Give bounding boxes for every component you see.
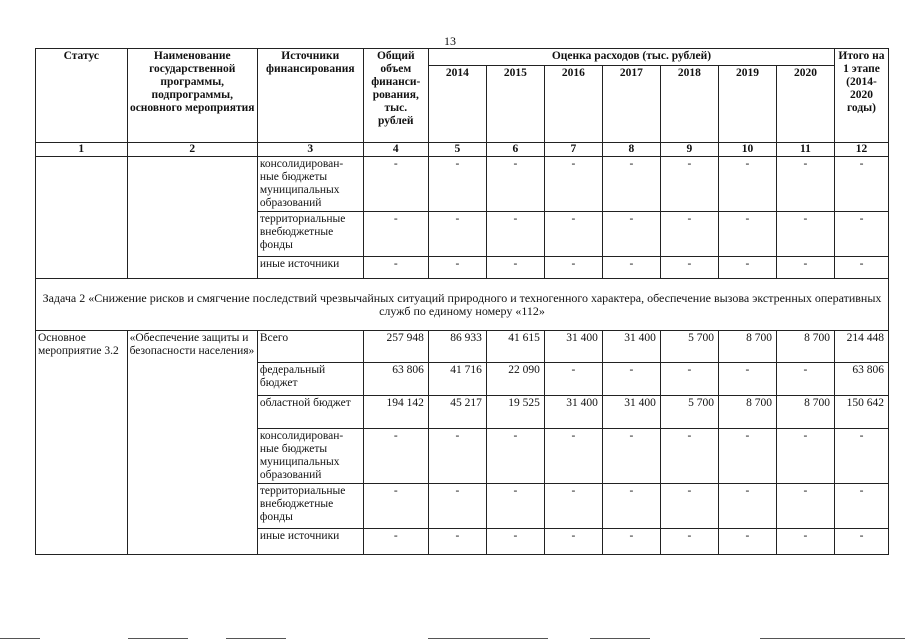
year-header: 2020 bbox=[776, 66, 834, 143]
col-sources-header: Источники финансирования bbox=[257, 49, 363, 143]
value-cell: 86 933 bbox=[428, 331, 486, 363]
value-cell: 41 615 bbox=[486, 331, 544, 363]
measure-name-cell: «Обеспечение защиты и безопасности населения» bbox=[127, 331, 257, 555]
value-cell: - bbox=[602, 212, 660, 257]
column-number: 5 bbox=[428, 143, 486, 157]
value-cell: 8 700 bbox=[718, 331, 776, 363]
value-cell: - bbox=[602, 429, 660, 484]
value-cell: - bbox=[602, 157, 660, 212]
column-number: 4 bbox=[363, 143, 428, 157]
value-cell: 5 700 bbox=[660, 396, 718, 429]
value-cell: 194 142 bbox=[363, 396, 428, 429]
column-number: 11 bbox=[776, 143, 834, 157]
value-cell: - bbox=[363, 157, 428, 212]
value-cell: - bbox=[718, 257, 776, 279]
value-cell: - bbox=[544, 157, 602, 212]
value-cell: - bbox=[602, 484, 660, 529]
column-number: 12 bbox=[835, 143, 889, 157]
value-cell: - bbox=[660, 484, 718, 529]
value-cell: - bbox=[835, 529, 889, 555]
value-cell: - bbox=[486, 212, 544, 257]
value-cell: - bbox=[428, 157, 486, 212]
value-cell: - bbox=[428, 212, 486, 257]
column-number: 2 bbox=[127, 143, 257, 157]
value-cell: - bbox=[544, 363, 602, 396]
value-cell: 31 400 bbox=[602, 396, 660, 429]
value-cell: 257 948 bbox=[363, 331, 428, 363]
value-cell: 19 525 bbox=[486, 396, 544, 429]
value-cell: - bbox=[428, 429, 486, 484]
value-cell: - bbox=[428, 257, 486, 279]
program-name-cell bbox=[127, 157, 257, 279]
value-cell: - bbox=[718, 212, 776, 257]
year-header: 2016 bbox=[544, 66, 602, 143]
column-number: 3 bbox=[257, 143, 363, 157]
year-header: 2019 bbox=[718, 66, 776, 143]
value-cell: - bbox=[660, 257, 718, 279]
value-cell: - bbox=[602, 363, 660, 396]
column-number: 10 bbox=[718, 143, 776, 157]
value-cell: - bbox=[718, 429, 776, 484]
column-number: 9 bbox=[660, 143, 718, 157]
value-cell: - bbox=[544, 257, 602, 279]
value-cell: - bbox=[363, 484, 428, 529]
value-cell: - bbox=[363, 529, 428, 555]
value-cell: - bbox=[363, 257, 428, 279]
budget-table bbox=[35, 48, 889, 555]
value-cell: - bbox=[660, 212, 718, 257]
header-row bbox=[36, 49, 889, 66]
value-cell: 22 090 bbox=[486, 363, 544, 396]
value-cell: - bbox=[602, 257, 660, 279]
status-cell bbox=[36, 157, 128, 279]
value-cell: - bbox=[544, 529, 602, 555]
source-cell: консолидирован- ные бюджеты муниципальных образований bbox=[257, 429, 363, 484]
value-cell: - bbox=[486, 157, 544, 212]
source-cell: областной бюджет bbox=[257, 396, 363, 429]
column-number: 1 bbox=[36, 143, 128, 157]
value-cell: - bbox=[486, 429, 544, 484]
value-cell: - bbox=[718, 484, 776, 529]
value-cell: - bbox=[835, 257, 889, 279]
value-cell: - bbox=[718, 363, 776, 396]
year-header: 2015 bbox=[486, 66, 544, 143]
value-cell: 63 806 bbox=[835, 363, 889, 396]
measure-status-cell: Основное мероприятие 3.2 bbox=[36, 331, 128, 555]
col-estimate-header: Оценка расходов (тыс. рублей) bbox=[428, 49, 834, 66]
value-cell: 214 448 bbox=[835, 331, 889, 363]
prev-table-row bbox=[36, 157, 889, 212]
value-cell: 5 700 bbox=[660, 331, 718, 363]
value-cell: - bbox=[835, 157, 889, 212]
column-number-row bbox=[36, 143, 889, 157]
value-cell: 8 700 bbox=[718, 396, 776, 429]
value-cell: - bbox=[363, 429, 428, 484]
value-cell: - bbox=[718, 529, 776, 555]
task-row bbox=[36, 279, 889, 331]
col-total-header: Общий объем финанси- рования, тыс. рублей bbox=[363, 49, 428, 143]
value-cell: 63 806 bbox=[363, 363, 428, 396]
value-cell: - bbox=[835, 484, 889, 529]
col-program-name-header: Наименование государственной программы, подпрограммы, основного мероприятия bbox=[127, 49, 257, 143]
value-cell: 41 716 bbox=[428, 363, 486, 396]
value-cell: - bbox=[835, 429, 889, 484]
col-stage-total-header: Итого на 1 этапе (2014- 2020 годы) bbox=[835, 49, 889, 143]
value-cell: - bbox=[486, 529, 544, 555]
value-cell: - bbox=[776, 429, 834, 484]
page-number: 13 bbox=[444, 34, 456, 48]
task-title: Задача 2 «Снижение рисков и смягчение последствий чрезвычайных ситуаций природного и техногенного характера, обеспечение вызова экстренных оперативных служб по единому номеру «112» bbox=[36, 279, 889, 331]
year-header: 2017 bbox=[602, 66, 660, 143]
value-cell: - bbox=[660, 529, 718, 555]
value-cell: - bbox=[602, 529, 660, 555]
value-cell: - bbox=[544, 212, 602, 257]
value-cell: - bbox=[776, 257, 834, 279]
value-cell: - bbox=[776, 212, 834, 257]
value-cell: - bbox=[835, 212, 889, 257]
column-number: 7 bbox=[544, 143, 602, 157]
value-cell: 31 400 bbox=[544, 396, 602, 429]
value-cell: - bbox=[363, 212, 428, 257]
value-cell: - bbox=[776, 484, 834, 529]
source-cell: территориальные внебюджетные фонды bbox=[257, 484, 363, 529]
value-cell: - bbox=[660, 429, 718, 484]
value-cell: - bbox=[776, 157, 834, 212]
source-cell: консолидирован- ные бюджеты муниципальных образований bbox=[257, 157, 363, 212]
source-cell: иные источники bbox=[257, 257, 363, 279]
value-cell: - bbox=[428, 484, 486, 529]
value-cell: 31 400 bbox=[544, 331, 602, 363]
value-cell: 8 700 bbox=[776, 331, 834, 363]
value-cell: - bbox=[486, 257, 544, 279]
value-cell: - bbox=[660, 157, 718, 212]
value-cell: - bbox=[544, 429, 602, 484]
value-cell: 31 400 bbox=[602, 331, 660, 363]
source-cell: территориальные внебюджетные фонды bbox=[257, 212, 363, 257]
value-cell: - bbox=[776, 529, 834, 555]
col-status-header: Статус bbox=[36, 49, 128, 143]
year-header: 2014 bbox=[428, 66, 486, 143]
column-number: 6 bbox=[486, 143, 544, 157]
source-cell: иные источники bbox=[257, 529, 363, 555]
source-cell: Всего bbox=[257, 331, 363, 363]
value-cell: - bbox=[428, 529, 486, 555]
source-cell: федеральный бюджет bbox=[257, 363, 363, 396]
value-cell: 8 700 bbox=[776, 396, 834, 429]
value-cell: - bbox=[718, 157, 776, 212]
value-cell: - bbox=[660, 363, 718, 396]
value-cell: - bbox=[776, 363, 834, 396]
value-cell: - bbox=[544, 484, 602, 529]
value-cell: 150 642 bbox=[835, 396, 889, 429]
value-cell: - bbox=[486, 484, 544, 529]
year-header: 2018 bbox=[660, 66, 718, 143]
column-number: 8 bbox=[602, 143, 660, 157]
value-cell: 45 217 bbox=[428, 396, 486, 429]
measure-table-row bbox=[36, 331, 889, 363]
